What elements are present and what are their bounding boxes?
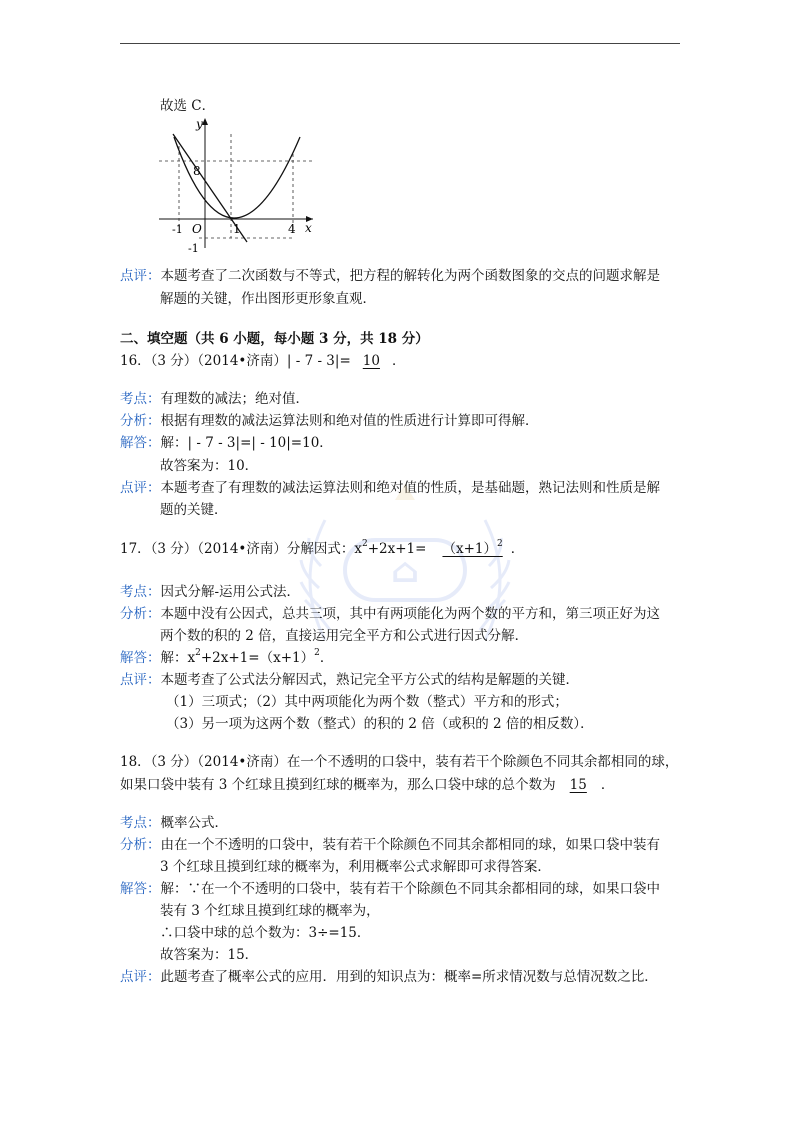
tick-4: 4 (288, 222, 296, 236)
y-axis-arrow (202, 118, 208, 125)
q18-jieda: 解答：解：∵在一个不透明的口袋中，装有若干个除颜色不同其余都相同的球，如果口袋中 (120, 881, 660, 897)
header-rule (120, 43, 680, 44)
q18-kaodian: 考点：概率公式． (120, 815, 228, 831)
q17-jieda: 解答：解：$x^2+2x+1=(x+1)^2$． (120, 648, 334, 666)
q17-answer: $(x+1)^2$ (442, 539, 503, 557)
q15-comment-line1: 点评：本题考查了二次函数与不等式，把方程的解转化为两个函数图象的交点的问题求解是 (120, 268, 660, 284)
q18-jieda-cont: 装有 3 个红球且摸到红球的概率为， (160, 903, 380, 919)
q16-answer: 10 (362, 353, 380, 369)
parabola-graph (155, 114, 325, 252)
q17-fenxi: 分析：本题中没有公因式，总共三项，其中有两项能化为两个数的平方和，第三项正好为这 (120, 606, 660, 622)
q17-stem: 17．（3 分）（2014•济南）分解因式：$x^2+2x+1= (x+1)^2$ ． (120, 539, 525, 557)
q16-stem: 16．（3 分）（2014•济南）| - 7 - 3|= 10 ． (120, 353, 406, 369)
tick-1: 1 (233, 222, 241, 236)
q18-fenxi: 分析：由在一个不透明的口袋中，装有若干个除颜色不同其余都相同的球，如果口袋中装有 (120, 837, 660, 853)
q18-dianping: 点评：此题考查了概率公式的应用．用到的知识点为：概率=所求情况数与总情况数之比． (120, 969, 658, 985)
svg-text:⌂: ⌂ (390, 551, 420, 591)
q18-stem-line2: 如果口袋中装有 3 个红球且摸到红球的概率为，那么口袋中球的总个数为 15 ． (120, 777, 615, 793)
y-axis-label: y (196, 117, 203, 131)
q18-fenxi-cont: 3 个红球且摸到红球的概率为，利用概率公式求解即可求得答案． (160, 859, 551, 875)
q16-kaodian: 考点：有理数的减法；绝对值． (120, 391, 309, 407)
q17-dianping-item1: （1）三项式；（2）其中两项能化为两个数（整式）平方和的形式； (166, 694, 568, 710)
tick-neg1-y: -1 (188, 242, 199, 252)
q18-stem-line1: 18．（3 分）（2014•济南）在一个不透明的口袋中，装有若干个除颜色不同其余都相同的球， (120, 754, 679, 770)
origin-label: O (192, 222, 202, 236)
q16-jieda-answer: 故答案为：10． (160, 458, 259, 474)
q16-jieda: 解答：解：| - 7 - 3|=| - 10|=10． (120, 435, 333, 451)
q15-comment-line2: 解题的关键，作出图形更形象直观． (160, 291, 376, 307)
q18-jieda-total: ∴口袋中球的总个数为：3÷=15． (160, 925, 371, 941)
x-axis-label: x (305, 221, 312, 235)
q16-dianping: 点评：本题考查了有理数的减法运算法则和绝对值的性质，是基础题，熟记法则和性质是解 (120, 480, 660, 496)
q16-dianping-cont: 题的关键． (160, 502, 228, 518)
tick-neg1-x: -1 (172, 223, 183, 236)
q15-conclusion: 故选 C． (160, 98, 216, 114)
q16-fenxi: 分析：根据有理数的减法运算法则和绝对值的性质进行计算即可得解． (120, 413, 539, 429)
q17-fenxi-cont: 两个数的积的 2 倍，直接运用完全平方和公式进行因式分解． (160, 628, 529, 644)
comment-label: 点评： (120, 268, 161, 284)
q17-kaodian: 考点：因式分解-运用公式法． (120, 584, 301, 600)
section-heading: 二、填空题（共 6 小题，每小题 3 分，共 18 分） (120, 331, 429, 347)
tick-8: 8 (193, 164, 201, 178)
q17-dianping: 点评：本题考查了公式法分解因式，熟记完全平方公式的结构是解题的关键． (120, 672, 579, 688)
q18-jieda-answer: 故答案为：15． (160, 947, 259, 963)
q17-dianping-item2: （3）另一项为这两个数（整式）的积的 2 倍（或积的 2 倍的相反数）． (166, 716, 594, 732)
q18-answer: 15 (569, 777, 587, 793)
